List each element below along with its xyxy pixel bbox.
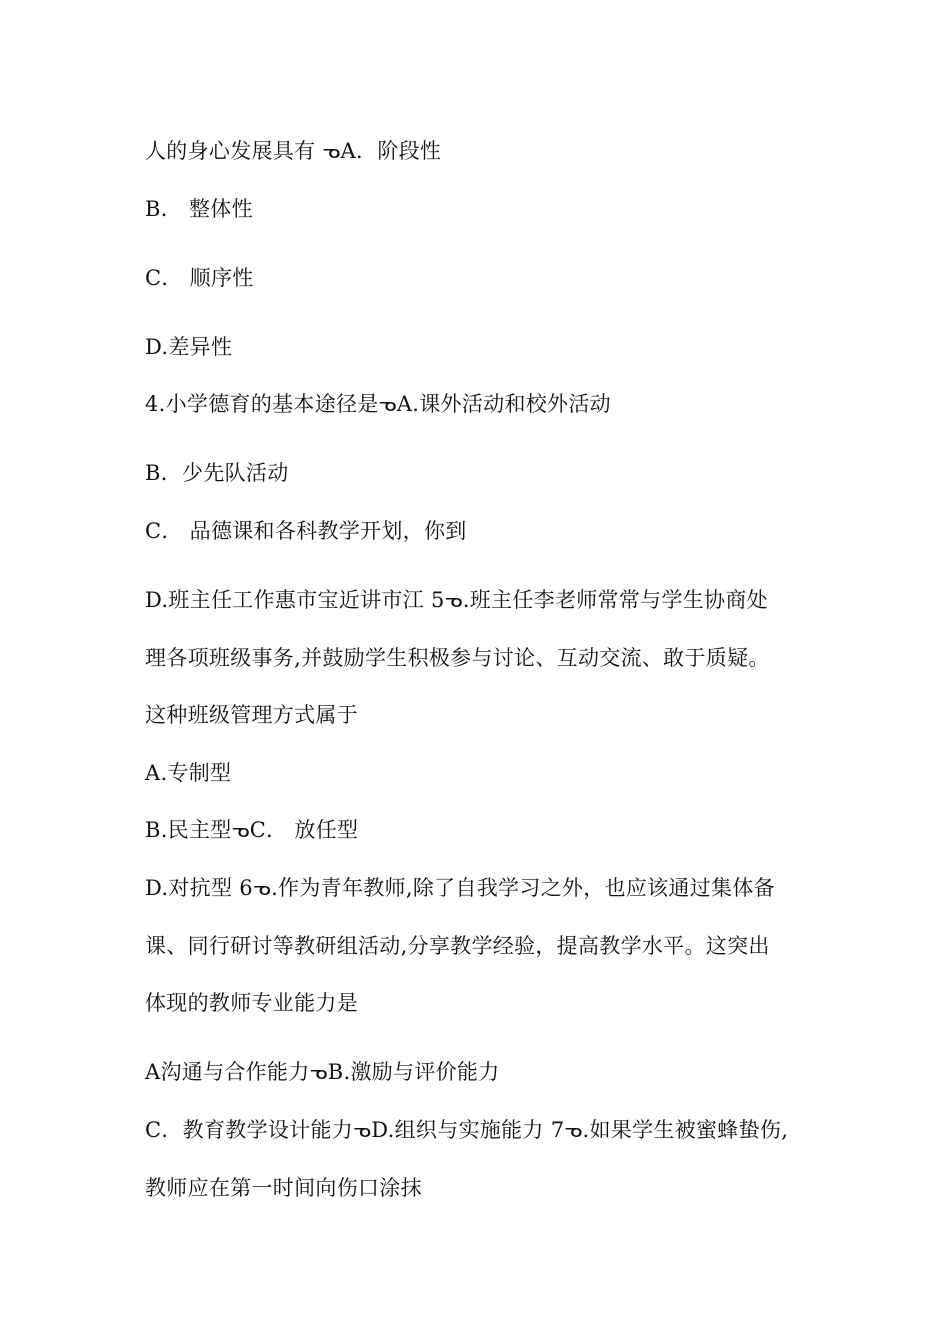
question-3-stem: 人的身心发展具有 ﻿ᓀA．阶段性 (145, 139, 442, 163)
question-5-stem-line-2: 理各项班级事务,并鼓励学生积极参与讨论、互动交流、敢于质疑。 (145, 646, 770, 670)
question-6-option-c-d: C．教育教学设计能力ᓀD.组织与实施能力 7ᓀ.如果学生被蜜蜂蛰伤, (145, 1118, 789, 1142)
question-3-option-d: D.差异性 (145, 335, 233, 359)
question-3-option-b: B． 整体性 (145, 197, 253, 221)
question-6-stem-line-3: 体现的教师专业能力是 (145, 991, 358, 1015)
question-5-option-b-c: B.民主型ᓀC． 放任型 (145, 818, 359, 842)
question-6-stem-line-2: 课、同行研讨等教研组活动,分享教学经验，提高教学水平。这突出 (145, 934, 770, 958)
question-4-option-c: C． 品德课和各科教学开划，你到 (145, 519, 467, 543)
question-6-option-a-b: A沟通与合作能力ᓀB.激励与评价能力 (145, 1060, 500, 1084)
question-5-stem-line-1: D.班主任工作惠市宝近讲市江 5ᓀ.班主任李老师常常与学生协商处 (145, 588, 768, 612)
question-7-stem: 教师应在第一时间向伤口涂抹 (145, 1176, 422, 1200)
question-4-stem: 4.小学德育的基本途径是ᓀA.课外活动和校外活动 (145, 392, 611, 416)
question-5-option-a: A.专制型 (145, 761, 232, 785)
question-6-stem-line-1: D.对抗型 6ᓀ.作为青年教师,除了自我学习之外，也应该通过集体备 (145, 876, 775, 900)
question-5-stem-line-3: 这种班级管理方式属于 (145, 703, 358, 727)
question-4-option-b: B．少先队活动 (145, 461, 289, 485)
question-3-option-c: C． 顺序性 (145, 266, 254, 290)
